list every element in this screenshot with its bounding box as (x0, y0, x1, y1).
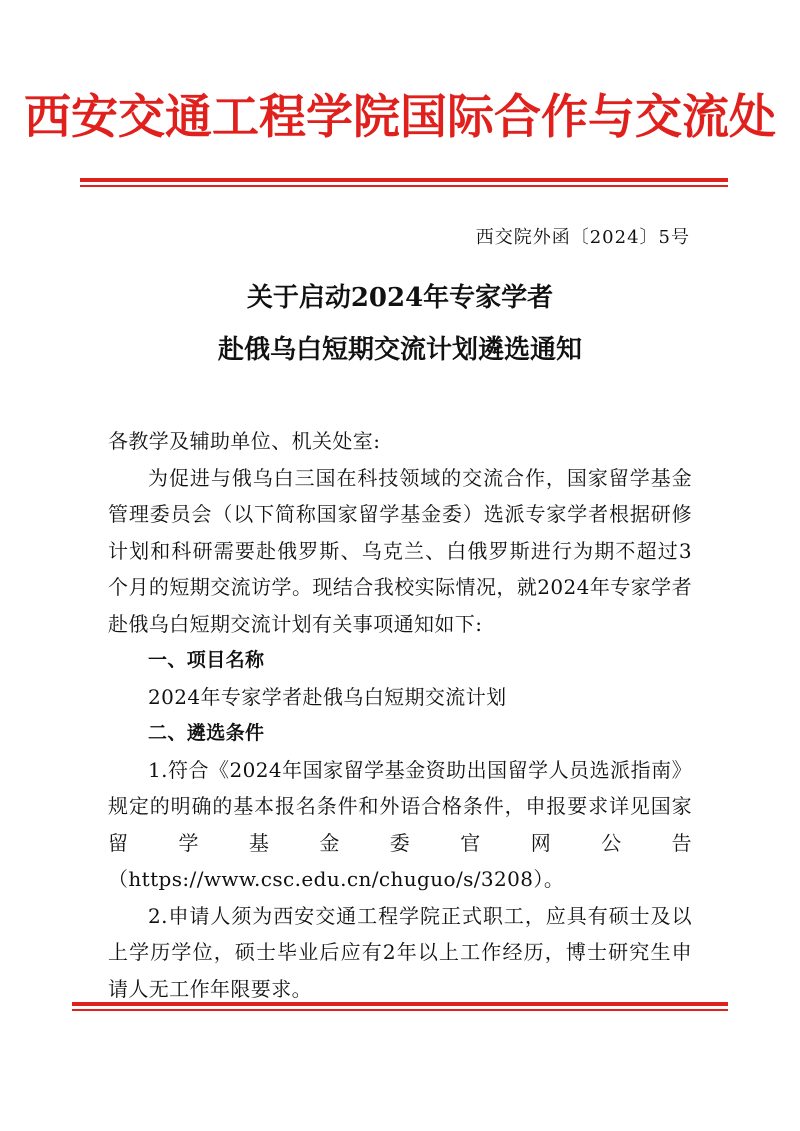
section1-heading: 一、项目名称 (148, 649, 265, 671)
condition-item-1: 1.符合《2024年国家留学基金资助出国留学人员选派指南》规定的明确的基本报名条件和外语合格条件，申报要求详见国家留学基金委官网公告（https://www.csc.edu.cn/chuguo/s/3208）。 (108, 757, 692, 891)
section1-text: 2024年专家学者赴俄乌白短期交流计划 (148, 684, 507, 709)
org-header-title: 西安交通工程学院国际合作与交流处 (24, 90, 776, 145)
header-rule-thin (80, 185, 728, 187)
header-rule-thick (80, 178, 728, 182)
section2-heading: 二、遴选条件 (148, 722, 265, 744)
salutation: 各教学及辅助单位、机关处室: (108, 429, 381, 453)
notice-title-line2: 赴俄乌白短期交流计划遴选通知 (217, 335, 582, 365)
notice-body (108, 423, 692, 1007)
document-number: 西交院外函〔2024〕5号 (475, 227, 690, 248)
notice-title-line1: 关于启动2024年专家学者 (246, 283, 554, 313)
condition-item-2: 2.申请人须为西安交通工程学院正式职工，应具有硕士及以上学历学位，硕士毕业后应有2年以上工作经历，博士研究生申请人无工作年限要求。 (108, 903, 692, 1001)
footer-rule-thick (72, 1002, 728, 1006)
footer-rule-thin (72, 1009, 728, 1011)
intro-paragraph: 为促进与俄乌白三国在科技领域的交流合作，国家留学基金管理委员会（以下简称国家留学基金委）选派专家学者根据研修计划和科研需要赴俄罗斯、乌克兰、白俄罗斯进行为期不超过3个月的短期交流访学。现结合我校实际情况，就2024年专家学者赴俄乌白短期交流计划有关事项通知如下: (108, 465, 692, 636)
